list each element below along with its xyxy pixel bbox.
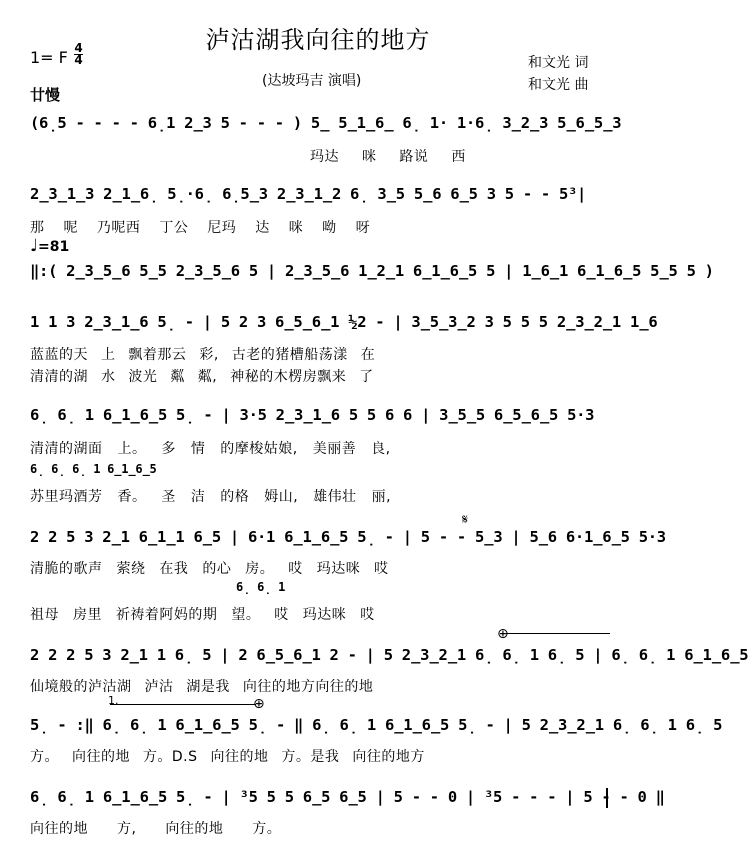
lyric-line-7: 仙境般的泸沽湖 泸沽 湖是我 向往的地方向往的地 [30, 679, 374, 695]
lyric-line-6-alt: 祖母 房里 祈祷着阿妈的期 望。 哎 玛达咪 哎 [30, 607, 375, 623]
notation-line-6-alt: 6̣ 6̣ 1 [236, 580, 286, 594]
lyric-line-8: 方。 向往的地 方。D.S 向往的地 方。是我 向往的地方 [30, 749, 425, 765]
time-signature [74, 43, 83, 66]
key-signature: 1= F [30, 48, 68, 67]
volta-bracket-line [110, 704, 256, 705]
notation-line-7: 2 2 2 5 3 2̲1 1 6̣ 5 | 2 6̲5̲6̲1 2 - | 5 2̲3̲2̲1 6̣ 6̣ 1 6̣ 5 | 6̣ 6̣ 1 6̲1̲6̲5 [30, 646, 748, 664]
coda-icon: ⊕ [253, 696, 265, 712]
composer-credit: 和文光 曲 [528, 77, 589, 93]
coda-bracket-line [506, 633, 610, 634]
lyric-line-6: 清脆的歌声 萦绕 在我 的心 房。 哎 玛达咪 哎 [30, 561, 389, 577]
lyric-line-4a: 蓝蓝的天 上 飘着那云 彩, 古老的猪槽船荡漾 在 [30, 347, 376, 363]
tempo-value: =81 [38, 239, 70, 255]
notation-line-2: 2̲3̲1̲3 2̲1̲6̣ 5̣·6̣ 6̣5̲3 2̲3̲1̲2 6̣ 3̲5 5̲6 6̲5 3 5 - - 5³| [30, 185, 587, 203]
notation-line-4: 1 1 3 2̲3̲1̲6 5̣ - | 5 2 3 6̲5̲6̲1 ½2 - | 3̲5̲3̲2 3 5 5 5 2̲3̲2̲1 1̲6 [30, 313, 658, 331]
notation-line-6: 2 2 5 3 2̲1 6̲1̲1 6̲5 | 6·1 6̲1̲6̲5 5̣ - | 5 - - 5̲3 | 5̲6 6·1̲6̲5 5·3 [30, 528, 666, 546]
tempo-mark [30, 236, 69, 256]
lyricist-credit: 和文光 词 [528, 55, 589, 71]
quarter-note-icon: ♩ [30, 236, 39, 256]
lyric-line-5-alt: 苏里玛酒芳 香。 圣 洁 的格 姆山, 雄伟壮 丽, [30, 489, 392, 505]
notation-line-3: ‖:( 2̲3̲5̲6 5̲5 2̲3̲5̲6 5 | 2̲3̲5̲6 1̲2̲1 6̲1̲6̲5 5 | 1̲6̲1 6̲1̲6̲5 5̲5 5 ) [30, 262, 714, 280]
lyric-line-2: 那 呢 乃呢西 丁公 尼玛 达 咪 呦 呀 [30, 220, 371, 236]
notation-line-9: 6̣ 6̣ 1 6̲1̲6̲5 5̣ - | ³5 5 5 6̲5 6̲5 | 5 - - 0 | ³5 - - - | 5 - - 0 ‖ [30, 788, 665, 806]
final-barline [606, 788, 608, 808]
segno-icon: 𝄋 [462, 512, 469, 528]
lyric-line-1: 玛达 咪 路说 西 [310, 149, 466, 165]
notation-line-8: 5̣ - :‖ 6̣ 6̣ 1 6̲1̲6̲5 5̣ - ‖ 6̣ 6̣ 1 6̲1̲6̲5 5̣ - | 5 2̲3̲2̲1 6̣ 6̣ 1 6̣ 5 [30, 716, 723, 734]
performer: (达坡玛吉 演唱) [262, 73, 362, 89]
notation-line-1: (6̣5 - - - - 6̣1 2̲3 5 - - - ) 5̲ 5̲1̲6̲ 6̣ 1· 1·6̣ 3̲2̲3 5̲6̲5̲3 [30, 114, 622, 132]
song-title: 泸沽湖我向往的地方 [205, 26, 431, 54]
notation-line-5: 6̣ 6̣ 1 6̲1̲6̲5 5̣ - | 3·5 2̲3̲1̲6 5 5 6 6 | 3̲5̲5 6̲5̲6̲5 5·3 [30, 406, 595, 424]
volta-number: 1. [108, 694, 119, 707]
time-signature-top: 4 [74, 41, 83, 55]
coda-icon: ⊕ [497, 626, 509, 642]
notation-line-5-alt: 6̣ 6̣ 6̣ 1 6̲1̲6̲5 [30, 462, 157, 476]
tempo-word: 廿慢 [30, 86, 61, 104]
time-signature-bottom: 4 [74, 53, 83, 67]
lyric-line-4b: 清清的湖 水 波光 粼 粼, 神秘的木楞房飘来 了 [30, 369, 374, 385]
lyric-line-9: 向往的地 方, 向往的地 方。 [30, 821, 282, 837]
lyric-line-5: 清清的湖面 上。 多 情 的摩梭姑娘, 美丽善 良, [30, 441, 391, 457]
